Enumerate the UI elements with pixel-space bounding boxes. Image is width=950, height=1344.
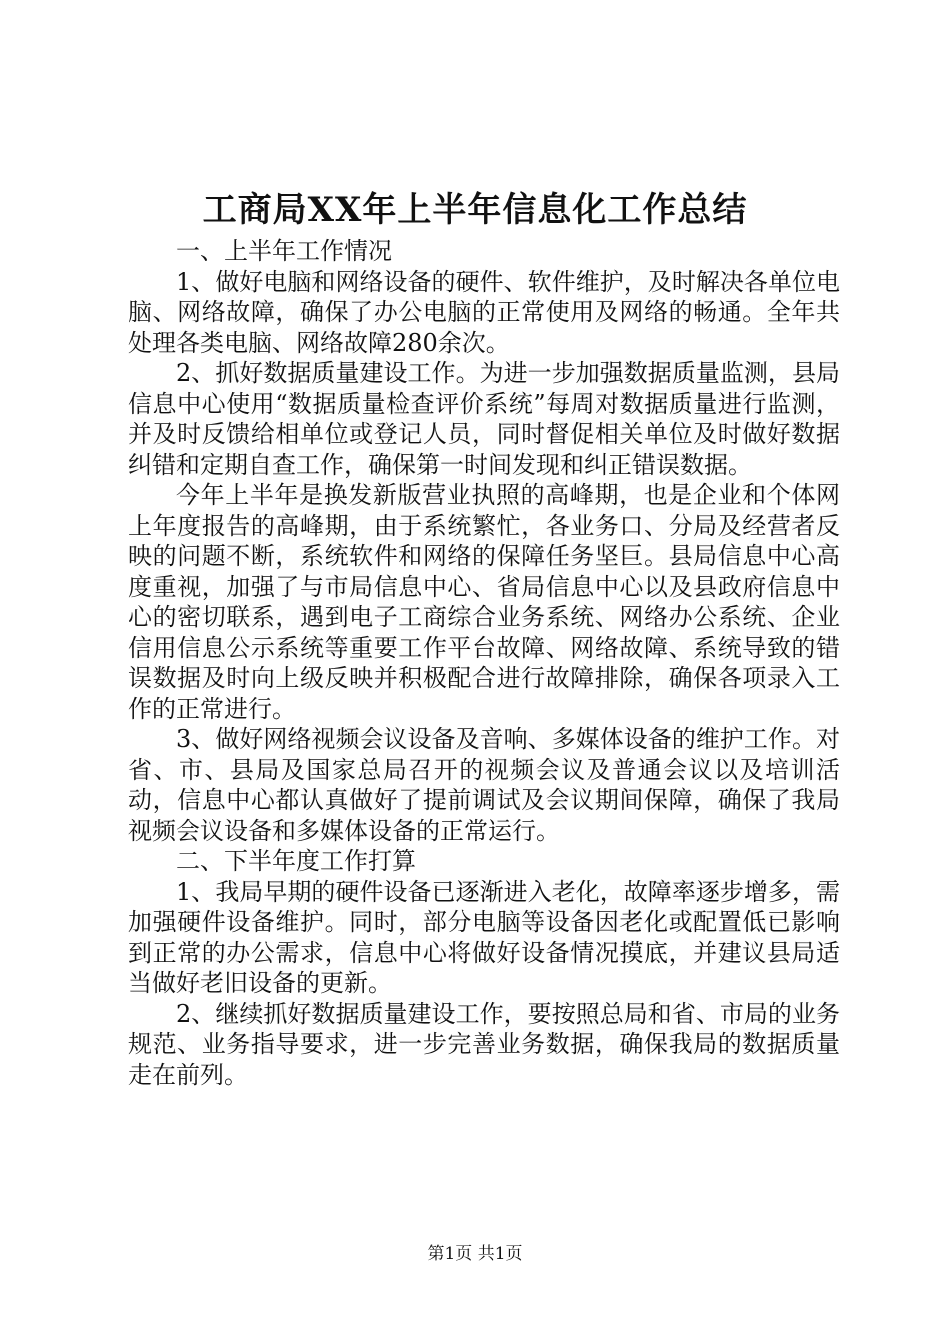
paragraph-video-conference: 3、做好网络视频会议设备及音响、多媒体设备的维护工作。对省、市、县局及国家总局召开的视频会议及普通会议以及培训活动，信息中心都认真做好了提前调试及会议期间保障，确保了我局视频会议设备和多媒体设备的正常运行。 xyxy=(128,725,840,845)
section-heading-first-half: 一、上半年工作情况 xyxy=(176,237,392,265)
section-heading-second-half: 二、下半年度工作打算 xyxy=(176,847,416,875)
document-title: 工商局XX年上半年信息化工作总结 xyxy=(202,190,748,230)
paragraph-hardware-maintenance: 1、做好电脑和网络设备的硬件、软件维护，及时解决各单位电脑、网络故障，确保了办公电脑的正常使用及网络的畅通。全年共处理各类电脑、网络故障280余次。 xyxy=(128,267,840,357)
paragraph-equipment-aging: 1、我局早期的硬件设备已逐渐进入老化，故障率逐步增多，需加强硬件设备维护。同时，部分电脑等设备因老化或配置低已影响到正常的办公需求，信息中心将做好设备情况摸底，并建议县局适当做好老旧设备的更新。 xyxy=(128,877,840,997)
document-body xyxy=(128,236,840,1090)
paragraph-license-renewal: 今年上半年是换发新版营业执照的高峰期，也是企业和个体网上年度报告的高峰期，由于系统繁忙，各业务口、分局及经营者反映的问题不断，系统软件和网络的保障任务坚巨。县局信息中心高度重视，加强了与市局信息中心、省局信息中心以及县政府信息中心的密切联系，遇到电子工商综合业务系统、网络办公系统、企业信用信息公示系统等重要工作平台故障、网络故障、系统导致的错误数据及时向上级反映并积极配合进行故障排除，确保各项录入工作的正常进行。 xyxy=(128,481,840,723)
page-footer: 第1页 共1页 xyxy=(427,1244,523,1264)
paragraph-data-quality: 2、抓好数据质量建设工作。为进一步加强数据质量监测，县局信息中心使用“数据质量检查评价系统”每周对数据质量进行监测，并及时反馈给相单位或登记人员，同时督促相关单位及时做好数据纠错和定期自查工作，确保第一时间发现和纠正错误数据。 xyxy=(128,359,840,479)
paragraph-continue-data-quality: 2、继续抓好数据质量建设工作，要按照总局和省、市局的业务规范、业务指导要求，进一步完善业务数据，确保我局的数据质量走在前列。 xyxy=(128,999,840,1089)
